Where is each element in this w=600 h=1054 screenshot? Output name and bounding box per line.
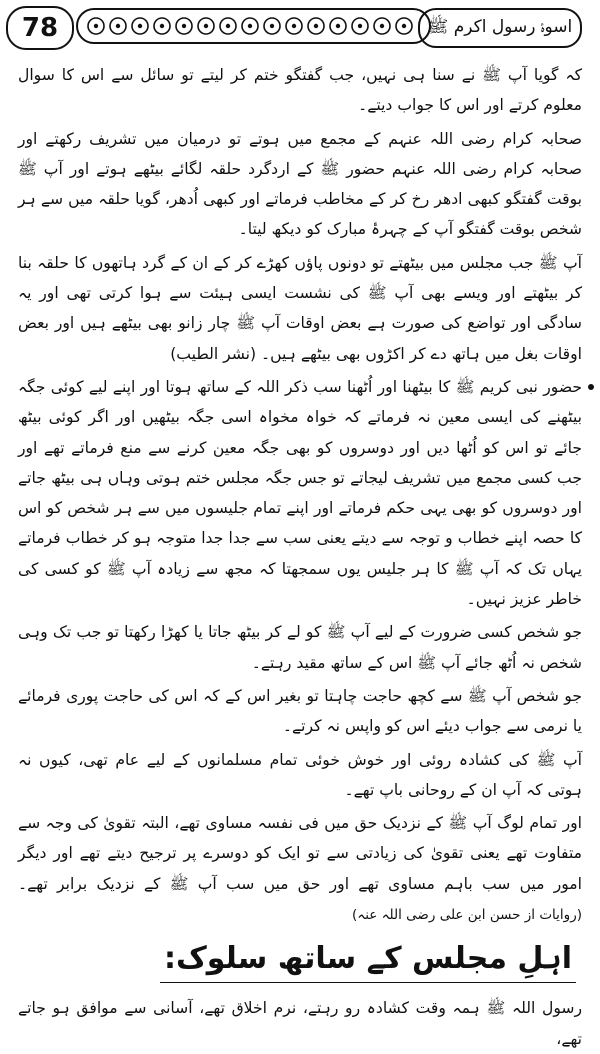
source-citation: (روایات از حسن ابن علی رضی اللہ عنہ) (352, 907, 582, 924)
running-title: اسوۂ رسول اکرم ﷺ (418, 8, 582, 48)
paragraph: کہ گویا آپ ﷺ نے سنا ہی نہیں، جب گفتگو ختم کر لیتے تو سائل سے اس کا سوال معلوم کرتے اور اس کا جواب دیتے۔ (18, 66, 582, 115)
decorative-border-ornament (76, 8, 431, 44)
page-header (0, 0, 600, 58)
paragraph: جو شخص کسی ضرورت کے لیے آپ ﷺ کو لے کر بیٹھ جاتا یا کھڑا رکھتا تو جب تک وہی شخص نہ اُٹھ جائے آپ ﷺ اس کے ساتھ مقید رہتے۔ (18, 623, 582, 672)
paragraph (18, 808, 582, 930)
paragraph: رسول اللہ ﷺ ہمہ وقت کشادہ رو رہتے، نرم اخلاق تھے، آسانی سے موافق ہو جاتے تھے، (18, 999, 582, 1048)
bulleted-paragraph (18, 372, 582, 614)
paragraph: آپ ﷺ کی کشادہ روئی اور خوش خوئی تمام مسلمانوں کے لیے عام تھی، کیوں نہ ہوتی کہ آپ ان کے روحانی باپ تھے۔ (18, 750, 582, 799)
paragraph: حضور نبی کریم ﷺ کا بیٹھنا اور اُٹھنا سب ذکر اللہ کے ساتھ ہوتا اور اپنے لیے کوئی جگہ بیٹھنے کی ایسی معین نہ فرماتے کہ خواہ مخواہ اسی جگہ بیٹھیں اور اگر کوئی بیٹھ جائے تو اس کو اُٹھا دیں اور دوسروں کو بھی جگہ معین کرنے سے منع فرماتے تھے اور جب کسی مجمع میں تشریف لیجاتے تو جس جگہ مجلس ختم ہوتی وہاں ہی بیٹھ جاتے اور دوسروں کو بھی یہی حکم فرماتے اور اپنے تمام جلیسوں میں سے ہر شخص کو اس کا حصہ اپنے خطاب و توجہ سے دیتے یعنی سب سے جدا جدا متوجہ ہو کر خطاب فرماتے یہاں تک کہ آپ ﷺ کا ہر جلیس یوں سمجھتا کہ مجھ سے زیادہ آپ ﷺ کو کسی کی خاطر عزیز نہیں۔ (18, 377, 582, 609)
paragraph: جو شخص آپ ﷺ سے کچھ حاجت چاہتا تو بغیر اس کے کہ اس کی حاجت پوری فرمائے یا نرمی سے جواب دیئے اس کو واپس نہ کرتے۔ (18, 686, 582, 736)
page-body (18, 60, 582, 1048)
section-heading: اہلِ مجلس کے ساتھ سلوک: (160, 936, 576, 983)
paragraph: آپ ﷺ جب مجلس میں بیٹھتے تو دونوں پاؤں کھڑے کر کے ان کے گرد ہاتھوں کا حلقہ بنا کر بیٹھتے اور ویسے بھی آپ ﷺ کی نشست ایسی ہیئت سے ہوا کرتی تھی اور یہ سادگی اور تواضع کی صورت ہے بعض اوقات آپ ﷺ چار زانو بھی بیٹھے ہیں اور بعض اوقات بغل میں ہاتھ دے کر اکڑوں بھی بیٹھے ہیں۔ (نشر الطیب) (18, 253, 582, 363)
page-number: 78 (6, 6, 74, 50)
section-heading-row (18, 936, 582, 983)
bullet-dot-icon (588, 384, 594, 390)
paragraph: صحابہ کرام رضی اللہ عنہم کے مجمع میں ہوتے تو درمیان میں تشریف رکھتے اور صحابہ کرام رضی اللہ عنہم حضور ﷺ کے اردگرد حلقہ لگائے بیٹھے ہوتے اور آپ ﷺ بوقت گفتگو کبھی ادھر رخ کر کے مخاطب فرماتے اور کبھی اُدھر، گویا حلقہ میں سے ہر شخص بوقت گفتگو آپ کے چہرۂ مبارک کو دیکھ لیتا۔ (18, 129, 582, 239)
paragraph-text: اور تمام لوگ آپ ﷺ کے نزدیک حق میں فی نفسہ مساوی تھے، البتہ تقویٰ کی وجہ سے متفاوت تھے یعنی تقویٰ کی زیادتی سے تو ایک کو دوسرے پر ترجیح دیتے تھے اور دیگر امور میں سب باہم مساوی تھے اور حق میں سب آپ ﷺ کے نزدیک برابر تھے۔ (18, 814, 582, 893)
